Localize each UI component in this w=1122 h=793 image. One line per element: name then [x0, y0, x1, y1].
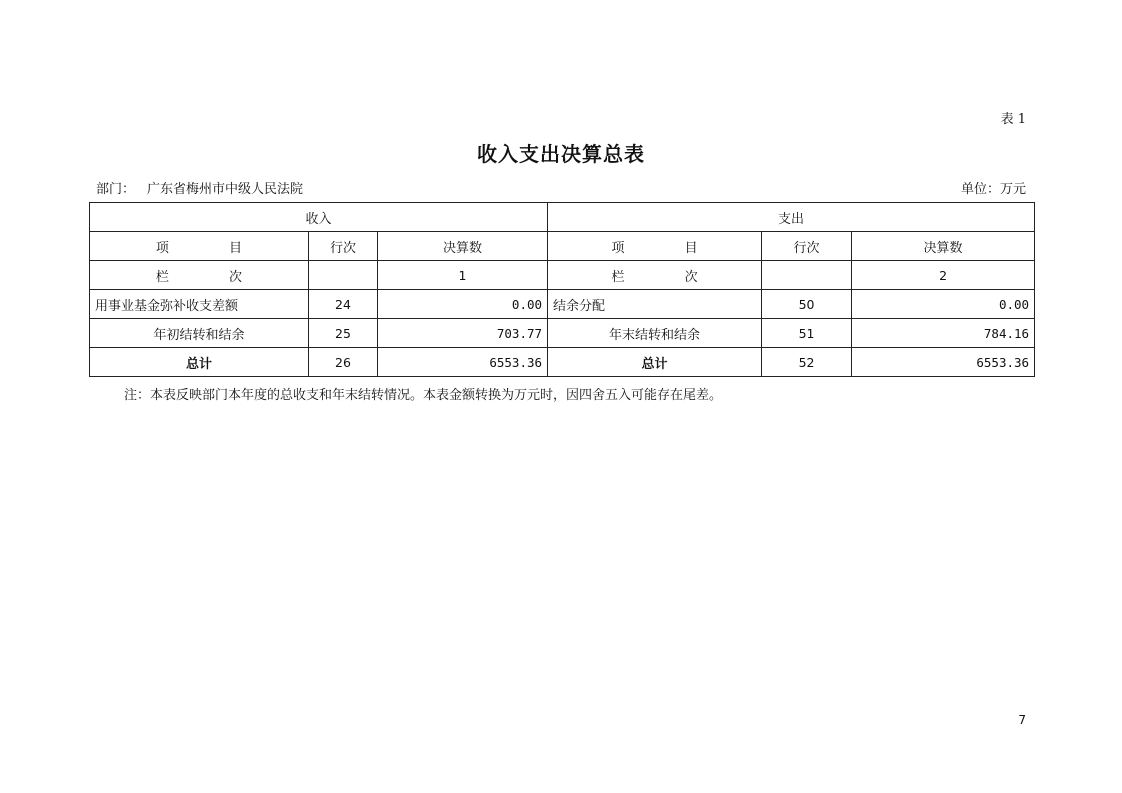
expense-total-amount: 6553.36: [852, 348, 1035, 377]
income-column-number: 1: [378, 261, 548, 290]
page-number: 7: [1018, 713, 1026, 727]
unit-label: 单位：万元: [960, 182, 1026, 197]
expense-item: 年末结转和结余: [548, 319, 762, 348]
page-title: 收入支出决算总表: [477, 142, 645, 166]
expense-row-no: 51: [762, 319, 852, 348]
expense-row-no: 50: [762, 290, 852, 319]
meta-row: [96, 178, 1026, 196]
expense-total-row-no: 52: [762, 348, 852, 377]
income-column-label: 栏 次: [90, 261, 309, 290]
total-row: [90, 348, 1035, 377]
income-row-no: 25: [309, 319, 378, 348]
income-row-no: 24: [309, 290, 378, 319]
department-name: 广东省梅州市中级人民法院: [147, 182, 304, 197]
column-header-row: [90, 232, 1035, 261]
summary-table: [89, 202, 1035, 377]
income-item: 用事业基金弥补收支差额: [90, 290, 309, 319]
income-header: 收入: [90, 203, 548, 232]
table-row: [90, 290, 1035, 319]
expense-column-number: 2: [852, 261, 1035, 290]
expense-column-empty: [762, 261, 852, 290]
department-label: 部门：: [96, 182, 136, 197]
expense-row-no-header: 行次: [762, 232, 852, 261]
expense-item-header: 项 目: [548, 232, 762, 261]
income-amount-header: 决算数: [378, 232, 548, 261]
footnote: 注：本表反映部门本年度的总收支和年末结转情况。本表金额转换为万元时，因四舍五入可能存在尾差。: [124, 388, 723, 403]
expense-column-label: 栏 次: [548, 261, 762, 290]
income-row-no-header: 行次: [309, 232, 378, 261]
expense-amount: 784.16: [852, 319, 1035, 348]
income-column-empty: [309, 261, 378, 290]
income-item: 年初结转和结余: [90, 319, 309, 348]
table-row: [90, 319, 1035, 348]
expense-amount-header: 决算数: [852, 232, 1035, 261]
expense-header: 支出: [548, 203, 1035, 232]
table-number: 表 1: [1000, 112, 1026, 127]
income-amount: 703.77: [378, 319, 548, 348]
income-item-header: 项 目: [90, 232, 309, 261]
section-header-row: [90, 203, 1035, 232]
expense-amount: 0.00: [852, 290, 1035, 319]
income-total-row-no: 26: [309, 348, 378, 377]
income-amount: 0.00: [378, 290, 548, 319]
expense-item: 结余分配: [548, 290, 762, 319]
column-number-row: [90, 261, 1035, 290]
income-total-label: 总计: [90, 348, 309, 377]
department: [96, 178, 303, 197]
income-total-amount: 6553.36: [378, 348, 548, 377]
expense-total-label: 总计: [548, 348, 762, 377]
